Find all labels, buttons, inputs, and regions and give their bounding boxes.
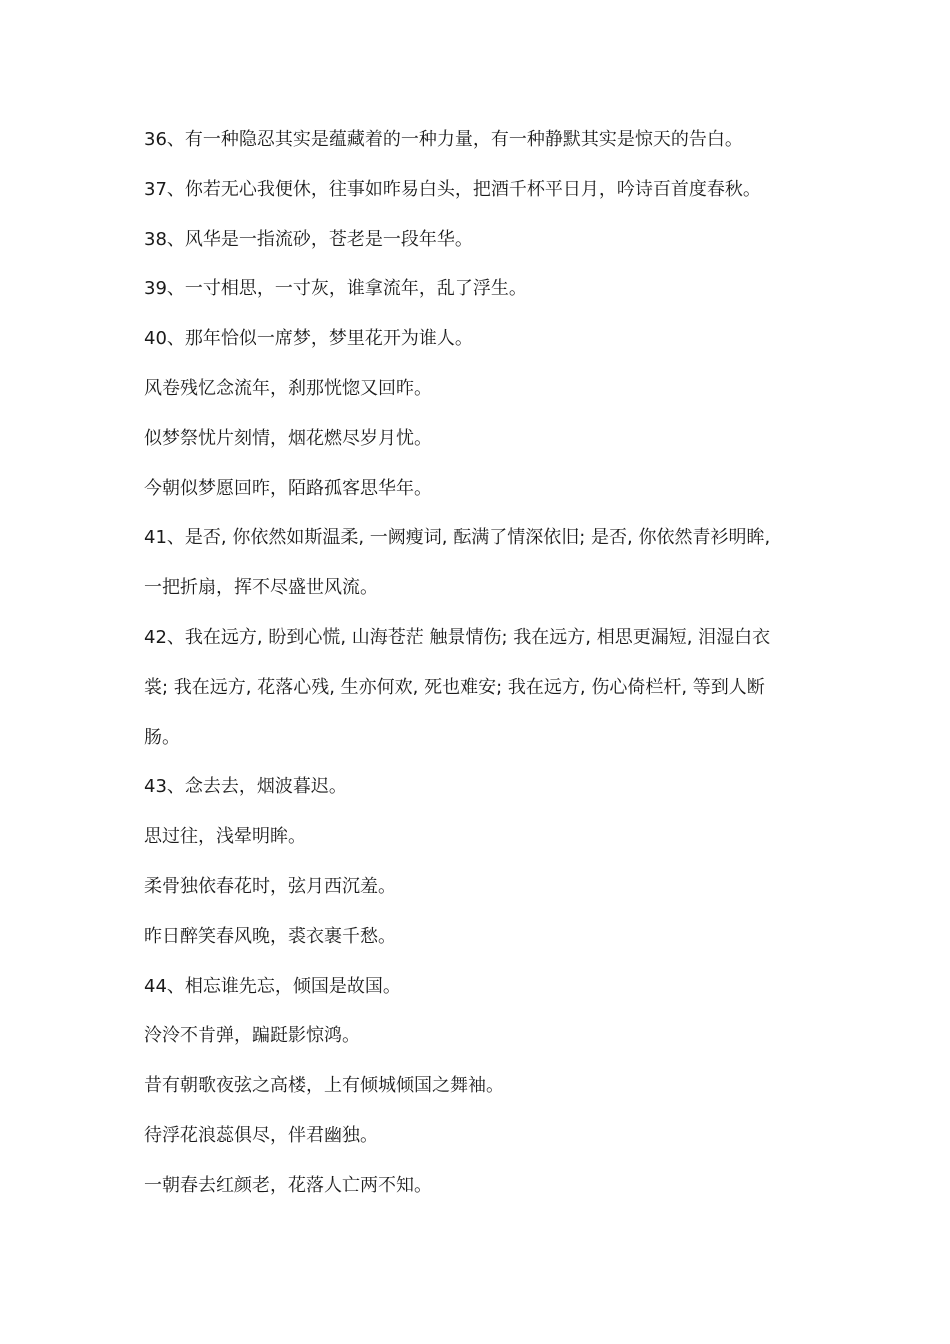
- text-line: 一把折扇，挥不尽盛世风流。: [144, 577, 378, 599]
- text-line: 泠泠不肯弹，蹁跹影惊鸿。: [144, 1025, 360, 1047]
- text-line: 40、那年恰似一席梦，梦里花开为谁人。: [144, 328, 473, 350]
- text-line: 思过往，浅晕明眸。: [144, 826, 306, 848]
- text-line: 42、我在远方, 盼到心慌, 山海苍茫 触景情伤; 我在远方, 相思更漏短, 泪湿白衣: [144, 626, 771, 648]
- text-body: [144, 119, 816, 1215]
- text-line: 似梦祭忧片刻情，烟花燃尽岁月忧。: [144, 427, 432, 449]
- text-line: 肠。: [144, 726, 180, 748]
- text-line: 41、是否, 你依然如斯温柔, 一阙瘦词, 酝满了情深依旧; 是否, 你依然青衫明眸,: [144, 527, 771, 549]
- text-line: 昨日醉笑春风晚，裘衣裹千愁。: [144, 925, 396, 947]
- text-line: 36、有一种隐忍其实是蕴藏着的一种力量，有一种静默其实是惊天的告白。: [144, 129, 743, 150]
- text-line: 柔骨独依春花时，弦月西沉羞。: [144, 875, 396, 897]
- text-line: 昔有朝歌夜弦之高楼，上有倾城倾国之舞袖。: [144, 1075, 504, 1097]
- text-line: 裳; 我在远方, 花落心残, 生亦何欢, 死也难安; 我在远方, 伤心倚栏杆, 等到人断: [144, 676, 765, 698]
- text-line: 今朝似梦愿回昨，陌路孤客思华年。: [144, 477, 432, 499]
- text-line: 38、风华是一指流砂，苍老是一段年华。: [144, 228, 473, 250]
- text-line: 一朝春去红颜老，花落人亡两不知。: [144, 1174, 432, 1196]
- text-line: 37、你若无心我便休，往事如昨易白头，把酒千杯平日月，吟诗百首度春秋。: [144, 178, 761, 200]
- text-line: 44、相忘谁先忘，倾国是故国。: [144, 975, 401, 997]
- text-line: 待浮花浪蕊俱尽，伴君幽独。: [144, 1124, 378, 1146]
- text-line: 风卷残忆念流年，刹那恍惚又回昨。: [144, 377, 432, 399]
- text-line: 39、一寸相思，一寸灰，谁拿流年，乱了浮生。: [144, 278, 527, 300]
- text-line: 43、念去去，烟波暮迟。: [144, 776, 347, 798]
